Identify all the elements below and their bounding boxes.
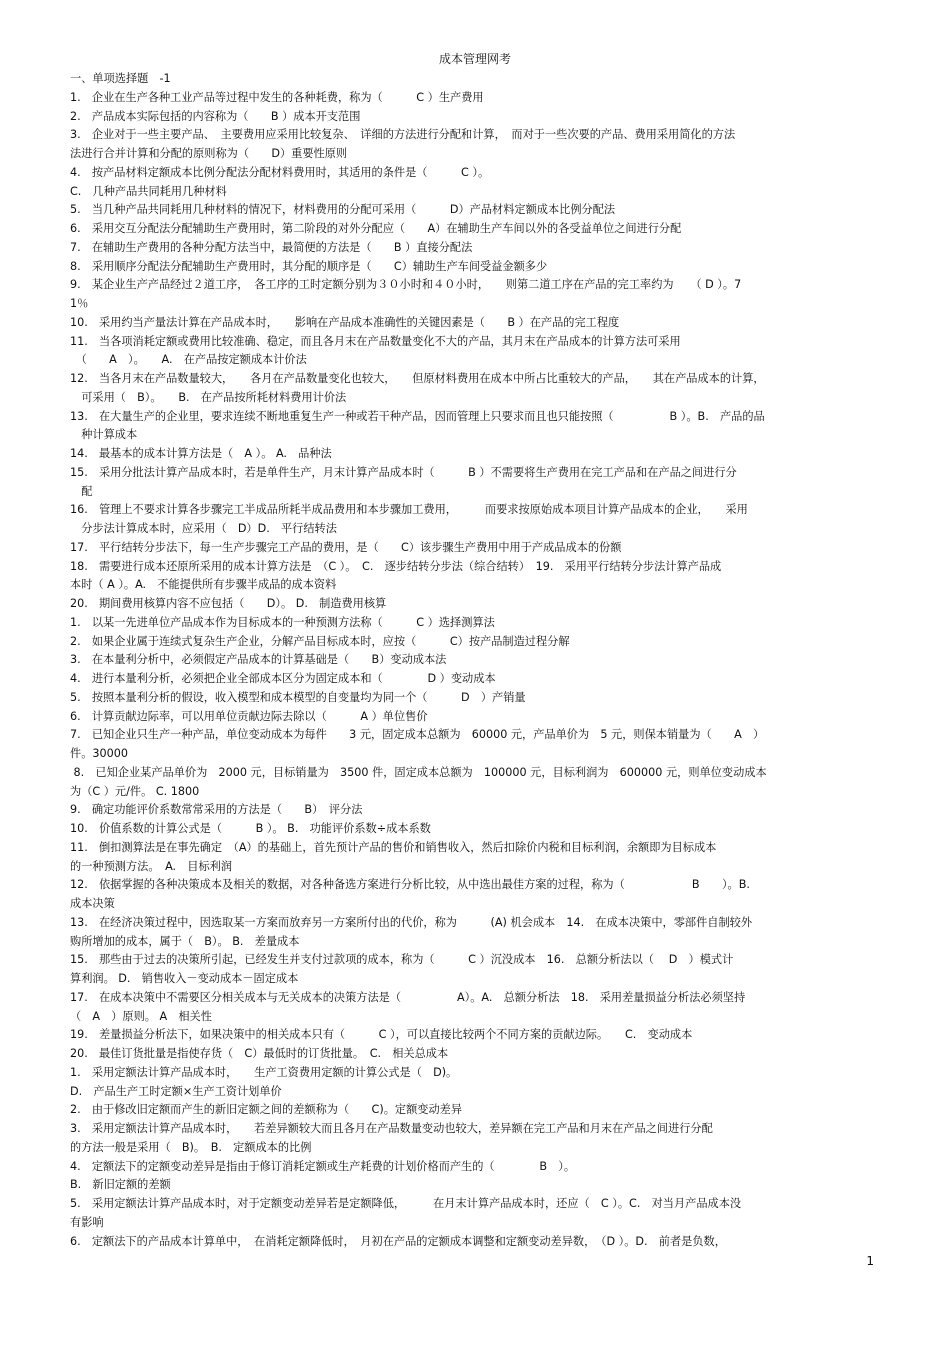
text-line: 4. 定额法下的定额变动差异是指由于修订消耗定额或生产耗费的计划价格而产生的（ B ）。 — [70, 1159, 576, 1173]
text-line: 11. 当各项消耗定额或费用比较准确、稳定，而且各月末在产品数量变化不大的产品，其月末在产品成本的计算方法可采用 — [70, 334, 681, 348]
text-line: （ A ）。 A. 在产品按定额成本计价法 — [70, 353, 307, 367]
text-line: 购所增加的成本，属于（ B）。 B. 差量成本 — [70, 934, 300, 948]
text-line: 20. 期间费用核算内容不应包括（ D）。 D. 制造费用核算 — [70, 597, 387, 610]
text-line: 件。30000 — [70, 747, 128, 760]
text-line: 4. 按产品材料定额成本比例分配法分配材料费用时，其适用的条件是（ C ）。 — [70, 165, 490, 179]
text-line: 8. 已知企业某产品单价为 2000 元，目标销量为 3500 件，固定成本总额为 100000 元，目标利润为 600000 元，则单位变动成本 — [70, 765, 767, 779]
text-line: 6. 定额法下的产品成本计算单中， 在消耗定额降低时， 月初在产品的定额成本调整和定额变动差异数， （D ）。D. 前者是负数， — [70, 1234, 726, 1248]
text-line: 4. 进行本量利分析，必须把企业全部成本区分为固定成本和（ D ）变动成本 — [70, 672, 496, 685]
text-line: 19. 差量损益分析法下，如果决策中的相关成本只有（ C ），可以直接比较两个不同方案的贡献边际。 C. 变动成本 — [70, 1028, 693, 1042]
text-line: 5. 采用定额法计算产品成本时，对于定额变动差异若是定额降低， 在月末计算产品成本时，还应（ C ）。C. 对当月产品成本没 — [70, 1197, 742, 1210]
text-line: 17. 在成本决策中不需要区分相关成本与无关成本的决策方法是（ A）。A. 总额分析法 18. 采用差量损益分析法必须坚持 — [70, 990, 746, 1004]
text-line: 的方法一般是采用（ B)。 B. 定额成本的比例 — [70, 1140, 312, 1154]
text-line: 16. 管理上不要求计算各步骤完工半成品所耗半成品费用和本步骤加工费用， 而要求按原始成本项目计算产品成本的企业， 采用 — [70, 503, 748, 517]
text-line: 11. 倒扣测算法是在事先确定 （A）的基础上，首先预计产品的售价和销售收入，然后扣除价内税和目标利润，余额即为目标成本 — [70, 840, 717, 854]
text-line: 种计算成本 — [70, 428, 138, 442]
text-line: 12. 依据掌握的各种决策成本及相关的数据，对各种备选方案进行分析比较，从中选出最佳方案的过程，称为（ B ）。B. — [70, 878, 750, 892]
text-line: 2. 如果企业属于连续式复杂生产企业，分解产品目标成本时，应按（ C）按产品制造过程分解 — [70, 634, 570, 648]
text-line: 7. 已知企业只生产一种产品，单位变动成本为每件 3 元，固定成本总额为 60000 元，产品单价为 5 元，则保本销量为（ A ） — [70, 728, 765, 742]
text-line: 3. 采用定额法计算产品成本时， 若差异额较大而且各月在产品数量变动也较大，差异额在完工产品和月末在产品之间进行分配 — [70, 1122, 713, 1135]
document-body — [70, 70, 874, 1251]
text-line: D. 产品生产工时定额×生产工资计划单价 — [70, 1084, 282, 1098]
text-line: 3. 企业对于一些主要产品、 主要费用应采用比较复杂、 详细的方法进行分配和计算， 而对于一些次要的产品、费用采用简化的方法 — [70, 128, 736, 142]
text-line: 17. 平行结转分步法下，每一生产步骤完工产品的费用，是（ C）该步骤生产费用中用于产成品成本的份额 — [70, 540, 622, 554]
text-line: 分步法计算成本时，应采用（ D）D. 平行结转法 — [70, 522, 337, 535]
text-line: 本时（ A ）。A. 不能提供所有步骤半成品的成本资料 — [70, 578, 337, 592]
text-line: 6. 采用交互分配法分配辅助生产费用时，第二阶段的对外分配应（ A）在辅助生产车间以外的各受益单位之间进行分配 — [70, 222, 682, 235]
text-line: 15. 那些由于过去的决策所引起，已经发生并支付过款项的成本，称为（ C ）沉没成本 16. 总额分析法以（ D ）模式计 — [70, 953, 734, 967]
text-line: 算利润。 D. 销售收入－变动成本－固定成本 — [70, 972, 299, 985]
text-line: 有影响 — [70, 1215, 104, 1229]
text-line: 配 — [70, 484, 93, 498]
text-line: 2. 产品成本实际包括的内容称为（ B ）成本开支范围 — [70, 109, 361, 123]
text-line: C. 几种产品共同耗用几种材料 — [70, 184, 227, 198]
text-line: 13. 在大量生产的企业里，要求连续不断地重复生产一种或若干种产品，因而管理上只要求而且也只能按照（ B ）。B. 产品的品 — [70, 409, 765, 423]
text-line: 法进行合并计算和分配的原则称为（ D）重要性原则 — [70, 147, 348, 160]
text-line: 1％ — [70, 297, 89, 310]
text-line: 5. 按照本量利分析的假设，收入模型和成本模型的自变量均为同一个（ D ）产销量 — [70, 690, 526, 704]
text-line: 的一种预测方法。 A. 目标利润 — [70, 859, 233, 873]
text-line: 14. 最基本的成本计算方法是（ A ）。 A. 品种法 — [70, 447, 332, 460]
text-line: 可采用（ B）。 B. 在产品按所耗材料费用计价法 — [70, 390, 347, 404]
text-line: 3. 在本量利分析中，必须假定产品成本的计算基础是（ B）变动成本法 — [70, 653, 447, 667]
text-line: （ A ）原则。 A 相关性 — [70, 1009, 212, 1023]
text-line: 20. 最佳订货批量是指使存货（ C）最低时的订货批量。 C. 相关总成本 — [70, 1047, 449, 1060]
text-line: 2. 由于修改旧定额而产生的新旧定额之间的差额称为（ C)。定额变动差异 — [70, 1103, 463, 1117]
text-line: 6. 计算贡献边际率，可以用单位贡献边际去除以（ A ）单位售价 — [70, 709, 428, 723]
text-line: 7. 在辅助生产费用的各种分配方法当中，最简便的方法是（ B ）直接分配法 — [70, 240, 473, 254]
text-line: 10. 采用约当产量法计算在产品成本时， 影响在产品成本准确性的关键因素是（ B ）在产品的完工程度 — [70, 315, 620, 329]
text-line: 一、单项选择题 -1 — [70, 72, 171, 85]
text-line: 9. 确定功能评价系数常常采用的方法是（ B） 评分法 — [70, 803, 363, 817]
text-line: 15. 采用分批法计算产品成本时，若是单件生产，月末计算产品成本时（ B ）不需要将生产费用在完工产品和在产品之间进行分 — [70, 465, 737, 479]
page-number: 1 — [866, 1254, 874, 1268]
text-line: B. 新旧定额的差额 — [70, 1178, 171, 1192]
text-line: 8. 采用顺序分配法分配辅助生产费用时，其分配的顺序是（ C）辅助生产车间受益金额多少 — [70, 259, 548, 273]
text-line: 10. 价值系数的计算公式是（ B ）。 B. 功能评价系数÷成本系数 — [70, 822, 431, 835]
text-line: 9. 某企业生产产品经过２道工序， 各工序的工时定额分别为３０小时和４０小时， 则第二道工序在产品的完工率约为 （ D ）。7 — [70, 278, 742, 292]
text-line: 成本决策 — [70, 897, 115, 910]
text-line: 1. 采用定额法计算产品成本时， 生产工资费用定额的计算公式是（ D)。 — [70, 1065, 458, 1079]
text-line: 为（C ）元/件。 C. 1800 — [70, 784, 200, 798]
text-line: 5. 当几种产品共同耗用几种材料的情况下，材料费用的分配可采用（ D）产品材料定额成本比例分配法 — [70, 203, 616, 217]
document-title: 成本管理网考 — [438, 52, 511, 66]
text-line: 18. 需要进行成本还原所采用的成本计算方法是 （C ）。 C. 逐步结转分步法（综合结转） 19. 采用平行结转分步法计算产品成 — [70, 559, 722, 573]
text-line: 1. 企业在生产各种工业产品等过程中发生的各种耗费，称为（ C ）生产费用 — [70, 90, 484, 104]
text-line: 1. 以某一先进单位产品成本作为目标成本的一种预测方法称（ C ）选择测算法 — [70, 615, 495, 629]
text-line: 13. 在经济决策过程中，因选取某一方案而放弃另一方案所付出的代价，称为 (A) 机会成本 14. 在成本决策中，零部件自制较外 — [70, 915, 753, 929]
text-line: 12. 当各月末在产品数量较大， 各月在产品数量变化也较大， 但原材料费用在成本中所占比重较大的产品， 其在产品成本的计算， — [70, 372, 765, 385]
